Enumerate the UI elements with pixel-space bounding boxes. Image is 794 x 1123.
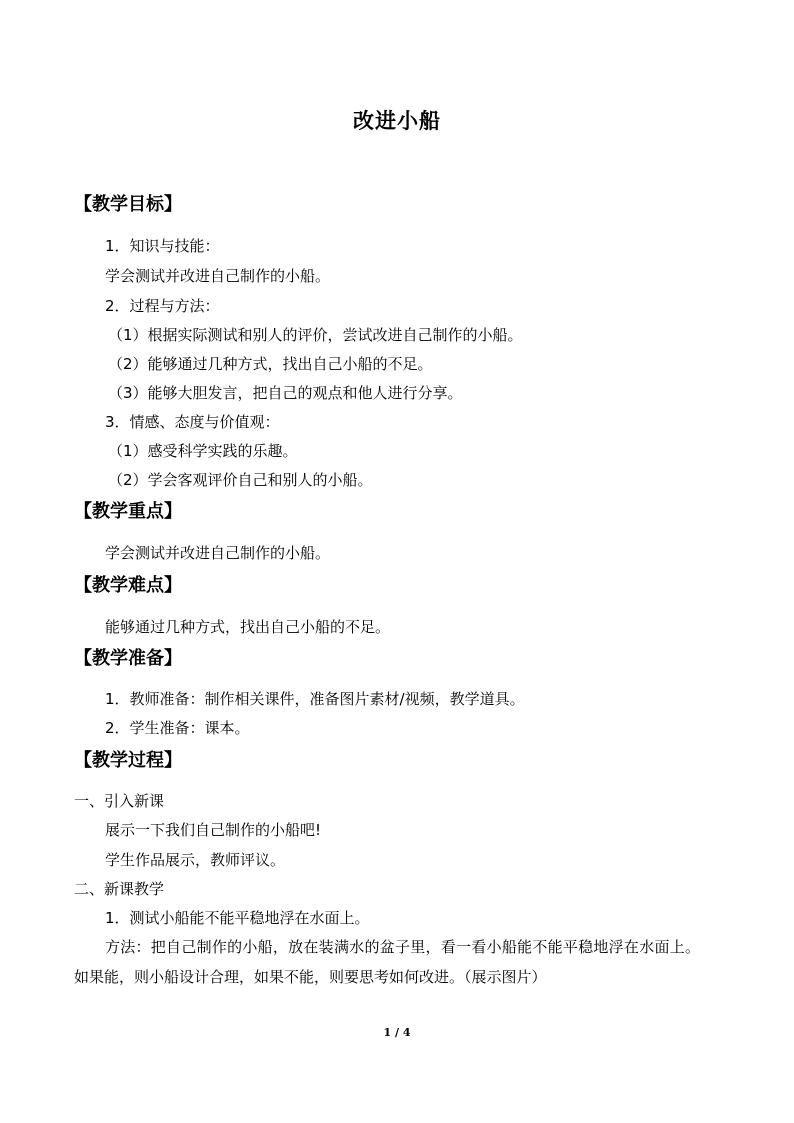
process-part-2-title: 二、新课教学 [74,880,165,898]
key-points-body: 学会测试并改进自己制作的小船。 [105,544,331,562]
process-part-1-title: 一、引入新课 [74,792,165,810]
preparation-item-2: 2．学生准备：课本。 [105,719,250,737]
objective-item-3-sub-2: （2）学会客观评价自己和别人的小船。 [108,471,373,489]
objective-item-2-sub-1: （1）根据实际测试和别人的评价，尝试改进自己制作的小船。 [108,326,523,344]
section-heading-objectives: 【教学目标】 [74,194,182,215]
document-title: 改进小船 [353,109,441,133]
objective-item-2-sub-2: （2）能够通过几种方式，找出自己小船的不足。 [108,355,433,373]
process-part-2-item-1: 1．测试小船能不能平稳地浮在水面上。 [105,909,370,927]
section-heading-difficulties: 【教学难点】 [74,575,182,596]
difficulties-body: 能够通过几种方式，找出自己小船的不足。 [105,618,391,636]
process-part-1-line-1: 展示一下我们自己制作的小船吧! [105,821,322,839]
section-heading-key-points: 【教学重点】 [74,501,182,522]
page-number: 1 / 4 [383,1026,411,1039]
objective-item-1-body: 学会测试并改进自己制作的小船。 [105,267,331,285]
objective-item-3-sub-1: （1）感受科学实践的乐趣。 [108,442,298,460]
objective-item-2-sub-3: （3）能够大胆发言，把自己的观点和他人进行分享。 [108,384,463,402]
preparation-item-1: 1．教师准备：制作相关课件，准备图片素材/视频，教学道具。 [105,690,525,708]
objective-item-1: 1．知识与技能： [105,237,220,255]
objective-item-3: 3．情感、态度与价值观： [105,413,280,431]
section-heading-preparation: 【教学准备】 [74,648,182,669]
objective-item-2: 2．过程与方法： [105,297,220,315]
process-part-2-method: 方法：把自己制作的小船，放在装满水的盆子里，看一看小船能不能平稳地浮在水面上。如果能，则小船设计合理，如果不能，则要思考如何改进。（展示图片） [74,938,700,986]
process-part-1-line-2: 学生作品展示，教师评议。 [105,851,286,869]
section-heading-process: 【教学过程】 [74,750,182,771]
